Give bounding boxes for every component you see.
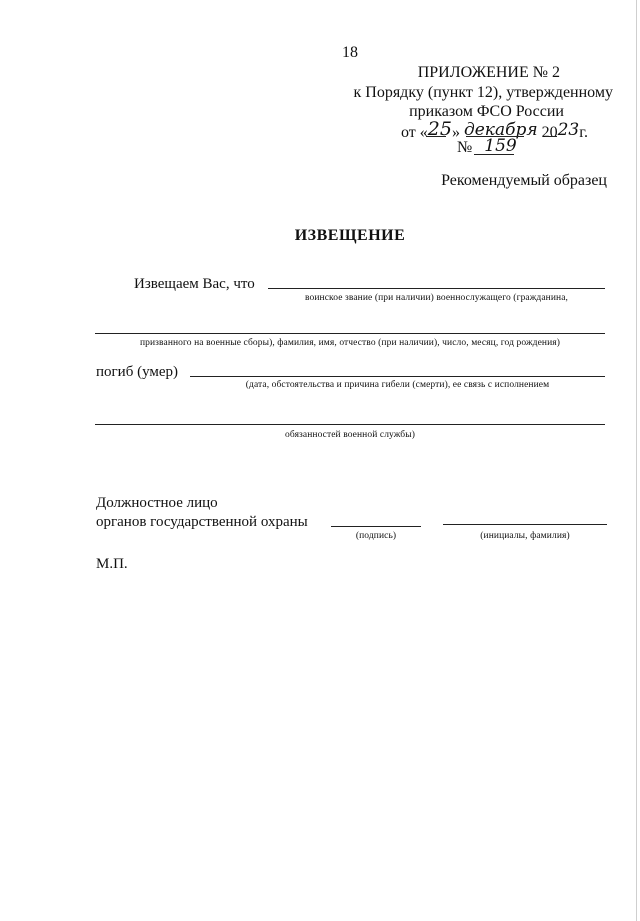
page-number: 18 <box>342 44 358 61</box>
page-edge <box>636 0 637 921</box>
signature-caption: (подпись) <box>355 531 397 541</box>
official-line-1: Должностное лицо <box>96 495 218 511</box>
name-line <box>443 524 607 525</box>
date-month: декабря <box>463 120 538 140</box>
date-day: 25 <box>427 118 452 140</box>
document-title: ИЗВЕЩЕНИЕ <box>294 227 406 244</box>
date-quote-close: » <box>451 124 460 141</box>
signature-line <box>331 526 421 527</box>
date-year-prefix: 20 <box>541 124 558 141</box>
date-year-underline <box>545 136 557 137</box>
name-caption: (инициалы, фамилия) <box>480 531 570 541</box>
died-label: погиб (умер) <box>96 364 179 380</box>
died-field-line <box>190 376 605 377</box>
notify-caption-2: призванного на военные сборы), фамилия, имя, отчество (при наличии), число, месяц, год рождения) <box>139 338 561 348</box>
appendix-reference: к Порядку (пункт 12), утвержденному <box>353 84 613 101</box>
died-field-line-2 <box>95 424 605 425</box>
date-year-suffix: 23 <box>557 120 580 140</box>
number-value: 159 <box>484 136 517 156</box>
died-caption-2: обязанностей военной службы) <box>285 430 415 440</box>
date-prefix: от « <box>401 124 428 141</box>
stamp-label: М.П. <box>96 556 128 572</box>
number-sign: № <box>457 139 473 156</box>
recommended-sample: Рекомендуемый образец <box>441 172 607 189</box>
notify-label: Извещаем Вас, что <box>134 276 255 292</box>
appendix-title: ПРИЛОЖЕНИЕ № 2 <box>417 64 560 81</box>
number-underline <box>474 154 514 155</box>
date-year-end: г. <box>579 124 589 141</box>
official-line-2: органов государственной охраны <box>96 514 308 530</box>
appendix-order: приказом ФСО России <box>409 103 564 120</box>
date-day-underline <box>426 136 446 137</box>
notify-caption-1: воинское звание (при наличии) военнослужащего (гражданина, <box>304 293 568 303</box>
notify-field-line-2 <box>95 333 605 334</box>
notify-field-line <box>268 288 605 289</box>
died-caption-1: (дата, обстоятельства и причина гибели (смерти), ее связь с исполнением <box>245 380 550 390</box>
